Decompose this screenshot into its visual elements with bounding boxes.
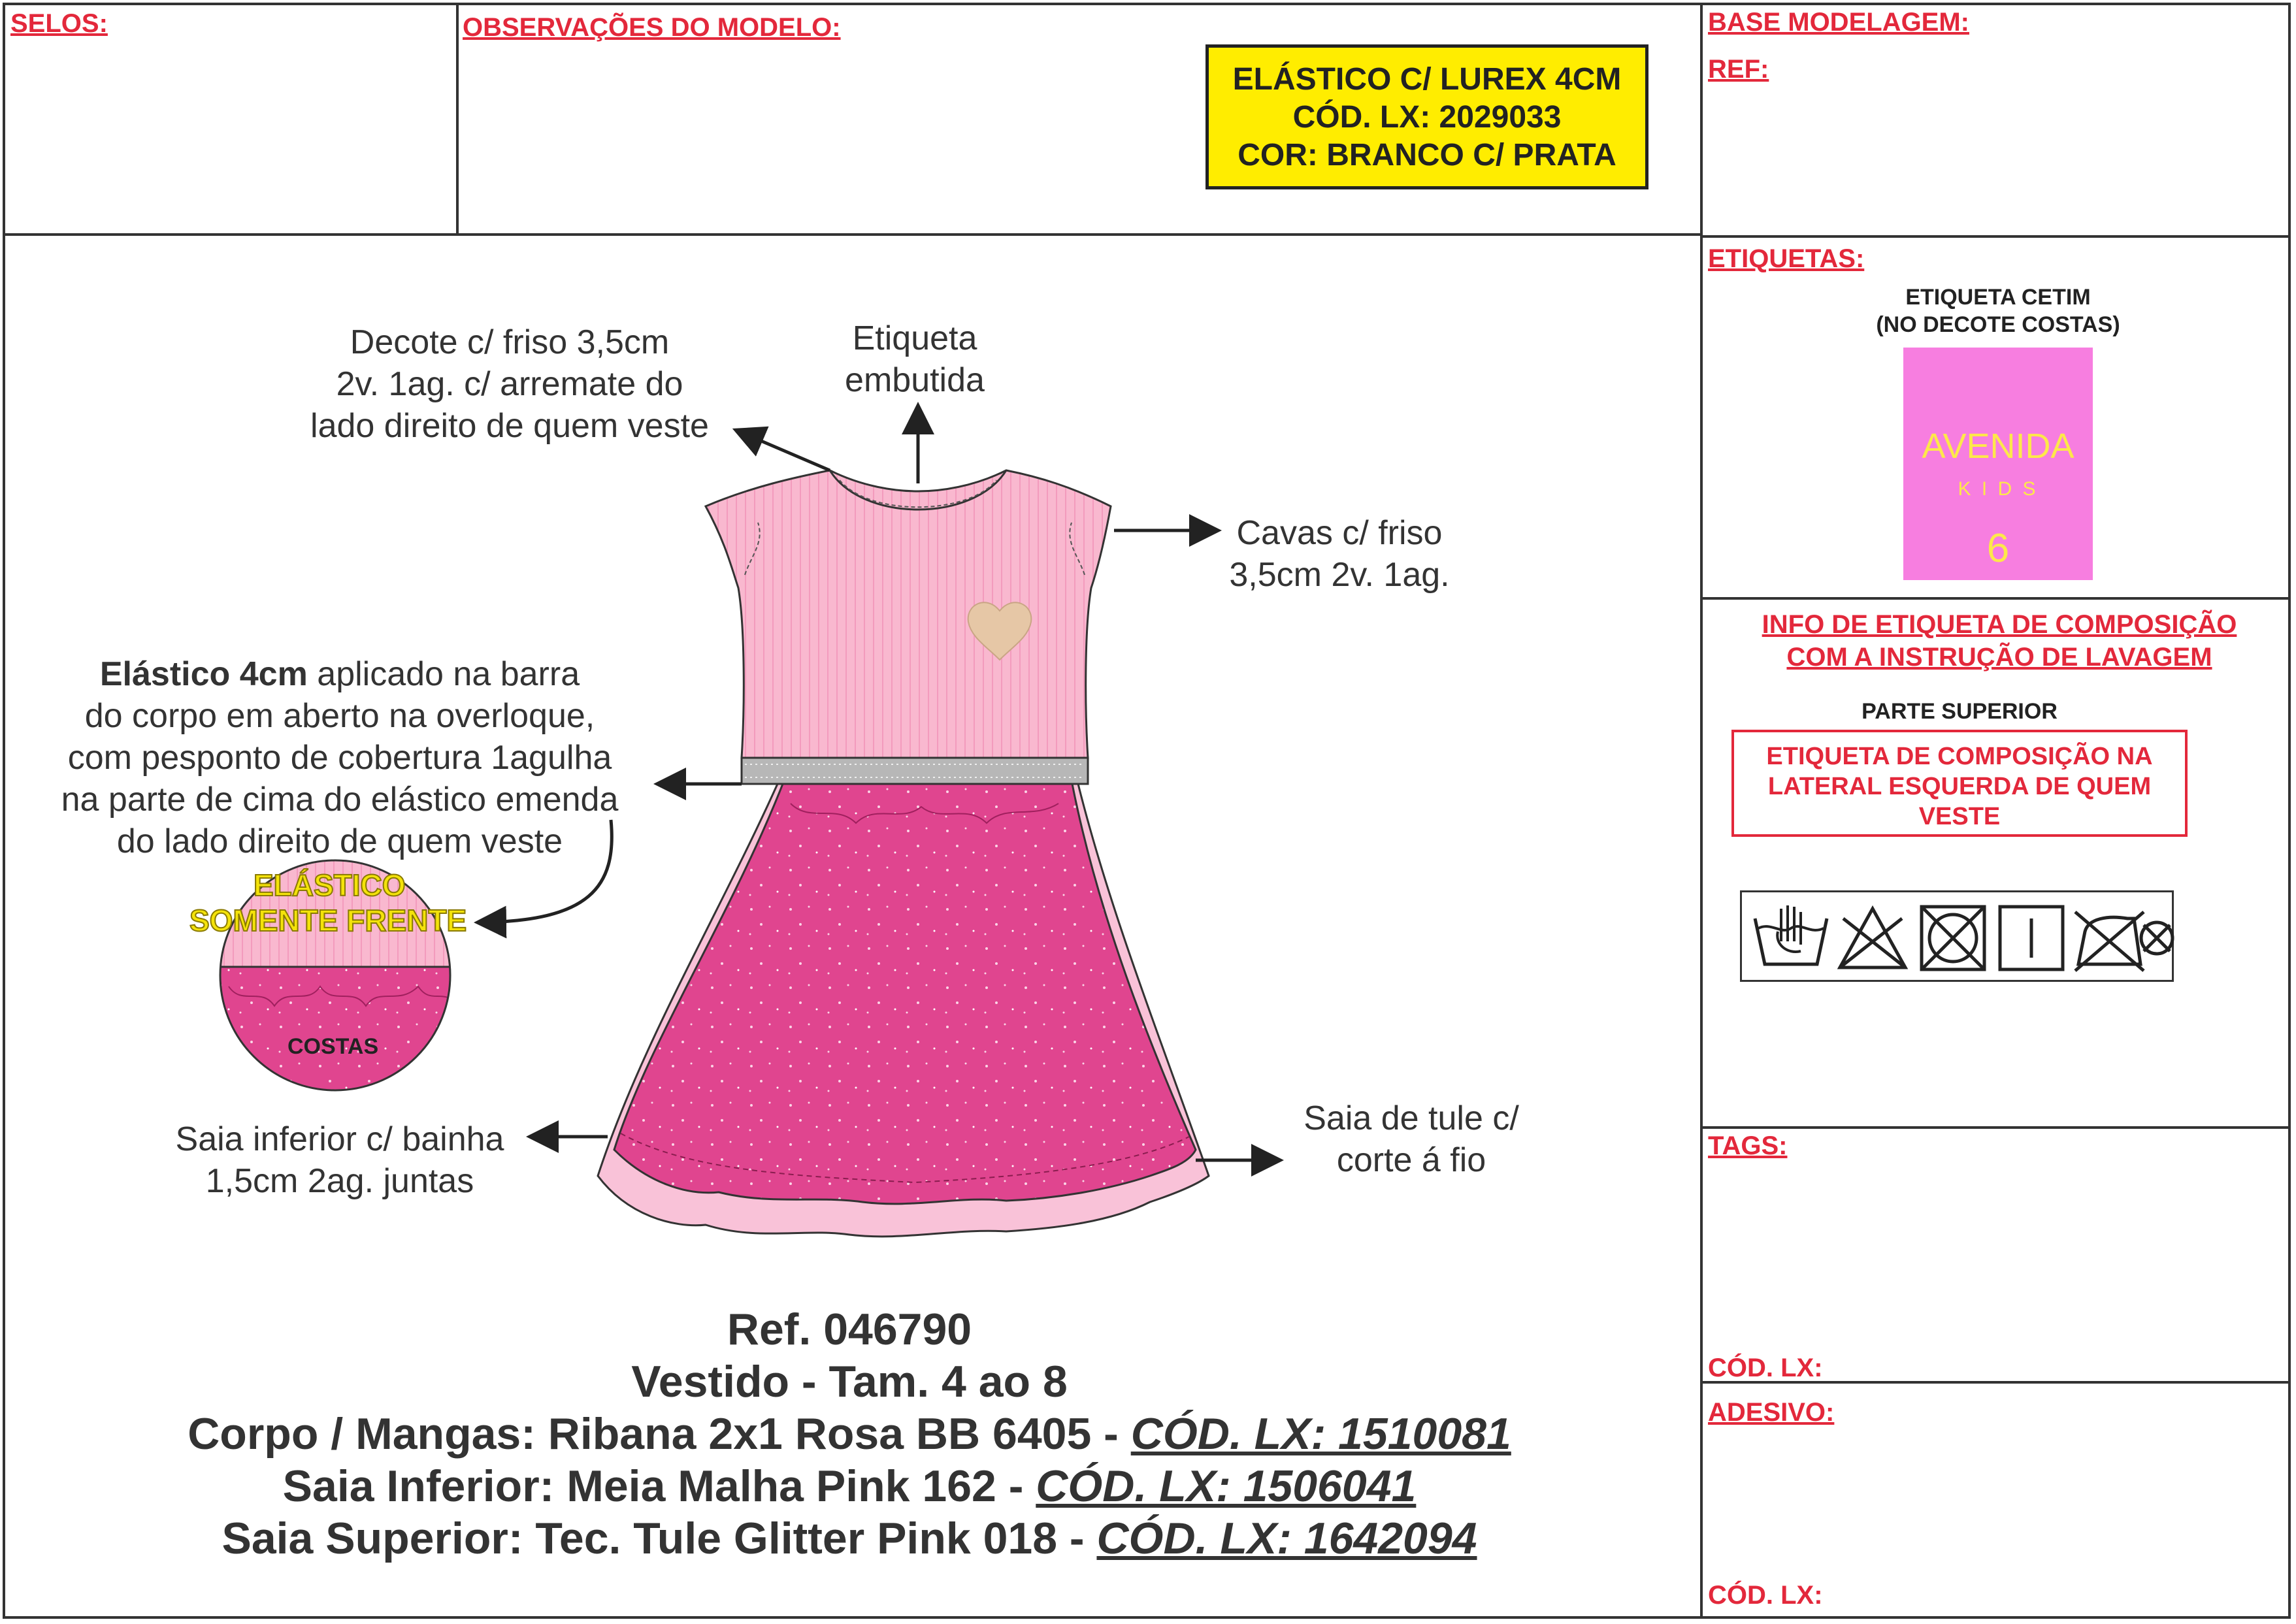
corpo-line: Corpo / Mangas: Ribana 2x1 Rosa BB 6405 - CÓD. LX: 1510081 [188,1409,1511,1459]
care-symbols-row [1740,890,2174,982]
adesivo-label: ADESIVO: [1708,1398,1835,1427]
spec-line-1: ELÁSTICO C/ LUREX 4CM [1232,62,1622,97]
ref-label: REF: [1708,55,1769,84]
saia-inferior-line: Saia Inferior: Meia Malha Pink 162 - CÓD. LX: 1506041 [282,1461,1417,1511]
no-decote-label: (NO DECOTE COSTAS) [1876,312,2120,337]
do-not-dry-clean-icon [2141,922,2173,954]
sidebar-divider [1700,3,1703,1619]
sidebar-line-1 [1700,235,2291,238]
adesivo-cod-lx: CÓD. LX: [1708,1581,1823,1610]
note-saia-inferior: Saia inferior c/ bainha 1,5cm 2ag. juntas [175,1120,504,1200]
note-saia-tule: Saia de tule c/ corte á fio [1304,1099,1519,1179]
tags-label: TAGS: [1708,1131,1788,1160]
do-not-tumble-dry-icon [1922,907,1984,969]
etiqueta-cetim-label: ETIQUETA CETIM [1905,285,2091,310]
waist-elastic [742,758,1088,784]
note-cavas: Cavas c/ friso 3,5cm 2v. 1ag. [1229,514,1450,594]
spec-line-2: CÓD. LX: 2029033 [1292,100,1562,135]
detail-label-costas: COSTAS [287,1034,379,1059]
satin-label-tag [1903,348,2093,580]
note-etiqueta: Etiqueta embutida [845,319,985,399]
info-composicao-line2: COM A INSTRUÇÃO DE LAVAGEM [1786,643,2212,672]
base-modelagem-label: BASE MODELAGEM: [1708,8,1969,37]
brand-sub: K I D S [1958,478,2039,500]
size-number: 6 [1986,526,2010,571]
ref-number: Ref. 046790 [727,1305,972,1354]
composition-label-box: ETIQUETA DE COMPOSIÇÃO NA LATERAL ESQUERDA DE QUEM VESTE [1731,730,2188,837]
hand-wash-icon [1755,905,1827,964]
note-decote: Decote c/ friso 3,5cm 2v. 1ag. c/ arremate do lado direito de quem veste [310,323,709,445]
reference-block [0,1303,1699,1565]
parte-superior-label: PARTE SUPERIOR [1861,699,2058,724]
detail-label-somente-frente: SOMENTE FRENTE [189,903,467,937]
tags-cod-lx: CÓD. LX: [1708,1354,1823,1382]
note-elastico: Elástico 4cm aplicado na barra do corpo em aberto na overloque, com pesponto de cobertura 1agulha na parte de cima do elástico emenda do lado direito de quem veste [61,655,619,860]
do-not-bleach-icon [1840,909,1905,967]
observacoes-label: OBSERVAÇÕES DO MODELO: [463,13,841,42]
info-composicao-line1: INFO DE ETIQUETA DE COMPOSIÇÃO [1762,610,2237,639]
detail-label-elastico: ELÁSTICO [254,868,406,902]
line-dry-icon [2000,907,2063,969]
product-name: Vestido - Tam. 4 ao 8 [631,1357,1068,1406]
bodice [706,470,1111,758]
saia-superior-line: Saia Superior: Tec. Tule Glitter Pink 018 - CÓD. LX: 1642094 [221,1514,1477,1563]
sidebar-line-3 [1700,1126,2291,1129]
spec-line-3: COR: BRANCO C/ PRATA [1238,138,1616,172]
sidebar-line-2 [1700,597,2291,600]
do-not-iron-icon [2075,912,2144,971]
selos-label: SELOS: [10,9,108,38]
tulle-skirt [614,781,1196,1204]
brand-name: AVENIDA [1922,427,2075,466]
elastico-bold: Elástico 4cm [99,655,308,693]
etiquetas-label: ETIQUETAS: [1708,244,1865,273]
